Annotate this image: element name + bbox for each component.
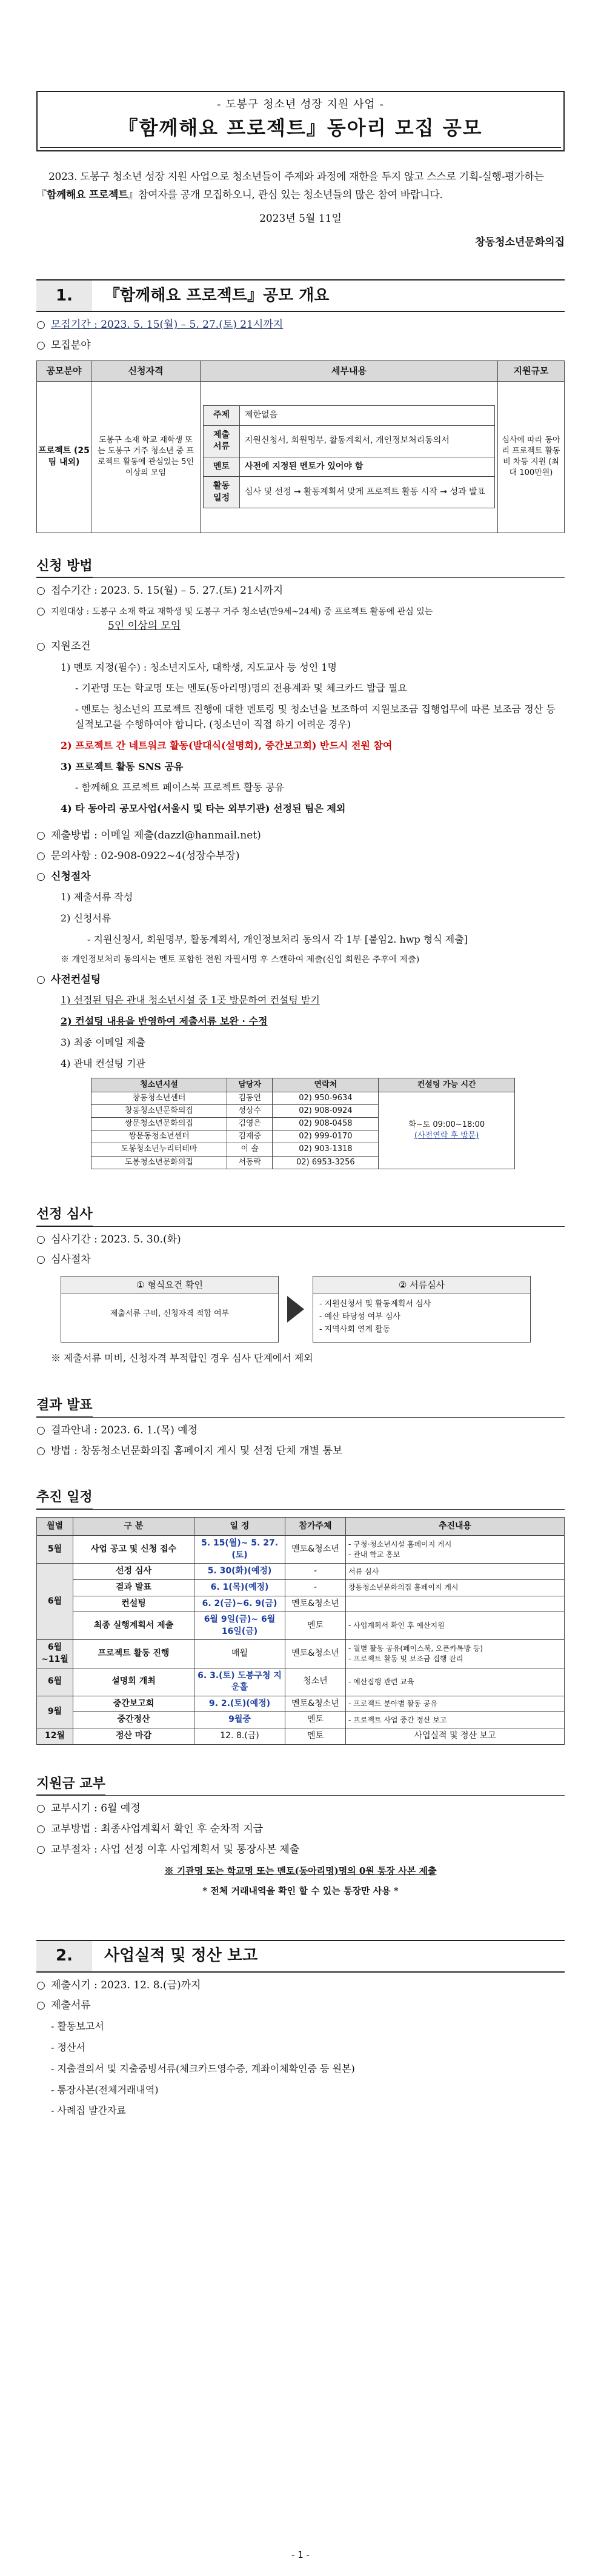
recruit-period: ○ 모집기간 : 2023. 5. 15(월) – 5. 27.(토) 21시까지 [36,318,565,333]
section1-title: 『함께해요 프로젝트』공모 개요 [104,286,330,305]
review-steps-label: ○ 심사절차 [36,1253,565,1267]
detail-value: 사전에 지정된 멘토가 있어야 함 [240,457,495,477]
condition-label: ○ 지원조건 [36,640,565,654]
organization-name: 창동청소년문화의집 [475,236,565,249]
report-doc-item: - 통장사본(전체거래내역) [51,2083,159,2096]
divider [36,1417,565,1418]
target-info: ○ 지원대상 : 도봉구 소재 학교 재학생 및 도봉구 거주 청소년(만9세~24세) 중 프로젝트 활동에 관심 있는 5인 이상의 모임 [36,605,433,632]
intro-text-b: 』참여자를 공개 모집하오니, 관심 있는 청소년들의 많은 참여 바랍니다. [128,188,443,201]
table-row: 9월 중간보고회 9. 2.(토)(예정) 멘토&청소년 - 프로젝트 분야별 활동 공유 [37,1696,565,1712]
support-procedure: ○ 교부절차 : 사업 선정 이후 사업계획서 및 통장사본 제출 [36,1843,565,1857]
circle-bullet-icon: ○ [36,1979,45,1991]
support-method: ○ 교부방법 : 최종사업계획서 확인 후 순차적 지급 [36,1822,565,1837]
consult-time-cell: 화~토 09:00~18:00 (사전연락 후 방문) [379,1092,515,1169]
schedule-heading: 추진 일정 [36,1489,93,1510]
report-doc-item: - 활동보고서 [51,2020,104,2033]
review-heading: 선정 심사 [36,1206,93,1227]
report-doc-item: - 지출결의서 및 지출증빙서류(체크카드영수증, 계좌이체확인증 등 원본) [51,2062,355,2074]
circle-bullet-icon: ○ [36,1253,45,1266]
table-header: 연락처 [273,1078,379,1092]
table-row: 12월 정산 마감 12. 8.(금) 멘토 사업실적 및 정산 보고 [37,1728,565,1744]
support-heading: 지원금 교부 [36,1775,105,1796]
intro-text-bold: 함께해요 프로젝트 [46,188,128,201]
table-cell-details [201,381,498,533]
table-header: 일 정 [194,1518,285,1536]
recruit-field-label: ○ 모집분야 [36,339,565,353]
report-doc-item: - 사례집 발간자료 [51,2105,126,2117]
review-flow [61,1276,565,1343]
details-table [203,405,495,509]
table-row: 최종 실행계획서 제출 6월 9일(금)~ 6월 16일(금) 멘토 - 사업계획서 확인 후 예산지원 [37,1612,565,1640]
page-number: - 1 - [291,2549,310,2560]
condition-3a: - 함께해요 프로젝트 페이스북 프로젝트 활동 공유 [75,782,285,794]
divider [36,1795,565,1796]
table-cell-scale: 심사에 따라 동아리 프로젝트 활동비 차등 지원 (최대 100만원) [498,381,565,533]
table-header: 청소년시설 [91,1078,227,1092]
condition-1a: - 기관명 또는 학교명 또는 멘토(동아리명)명의 전용계좌 및 체크카드 발급 필요 [75,682,407,694]
condition-3: 3) 프로젝트 활동 SNS 공유 [61,760,184,772]
consult-label: ○ 사전컨설팅 [36,973,565,988]
procedure-2: 2) 신청서류 [61,912,111,925]
report-deadline: ○ 제출시기 : 2023. 12. 8.(금)까지 [36,1979,565,1993]
circle-bullet-icon: ○ [36,605,45,618]
detail-label: 제출 서류 [204,425,240,457]
table-row: 컨설팅 6. 2(금)~6. 9(금) 멘토&청소년 [37,1596,565,1612]
section2-number: 2. [56,1947,73,1965]
submit-method: ○ 제출방법 : 이메일 제출(dazzl@hanmail.net) [36,829,565,843]
table-row: 쌍문동청소년센터 김재중 02) 999-0170 [91,1130,515,1143]
detail-value: 심사 및 선정 → 활동계획서 맞게 프로젝트 활동 시작 → 성과 발표 [240,477,495,508]
circle-bullet-icon: ○ [36,870,45,883]
pre-title: - 도봉구 청소년 성장 지원 사업 - [217,98,384,111]
condition-1: 1) 멘토 지정(필수) : 청소년지도사, 대학생, 지도교사 등 성인 1명 [61,661,337,673]
table-row: 6월 설명회 개최 6. 3.(토) 도봉구청 지운홀 청소년 - 예산집행 관련 교육 [37,1668,565,1696]
section1-number: 1. [56,286,73,305]
contact-info: ○ 문의사항 : 02-908-0922~4(성장수부장) [36,849,565,864]
consult-1: 1) 선정된 팀은 관내 청소년시설 중 1곳 방문하여 컨설팅 받기 [61,994,320,1006]
circle-bullet-icon: ○ [36,1424,45,1436]
table-row: 창동청소년센터 김동연 02) 950-9634 화~토 09:00~18:00 (사전연락 후 방문) [91,1092,515,1104]
divider [36,577,565,578]
circle-bullet-icon: ○ [36,829,45,842]
table-row: 창동청소년문화의집 성상수 02) 908-0924 [91,1104,515,1117]
circle-bullet-icon: ○ [36,973,45,986]
title-box [36,91,565,151]
circle-bullet-icon: ○ [36,1444,45,1457]
circle-bullet-icon: ○ [36,1999,45,2012]
table-cell-qualification: 도봉구 소재 학교 재학생 또는 도봉구 거주 청소년 중 프로젝트 활동에 관심있는 5인 이상의 모임 [91,381,201,533]
schedule-table [36,1517,565,1744]
table-row: 도봉청소년누리터테마 이 솔 02) 903-1318 [91,1143,515,1156]
detail-label: 멘토 [204,457,240,477]
procedure-note: ※ 개인정보처리 동의서는 멘토 포함한 전원 자필서명 후 스캔하여 제출(신입 회원은 추후에 제출) [61,954,420,964]
arrow-right-icon [287,1296,304,1323]
report-doc-item: - 정산서 [51,2042,85,2054]
table-header: 참가주체 [285,1518,346,1536]
recruit-table [36,360,565,533]
table-row: 6월~11월 프로젝트 활동 진행 매월 멘토&청소년 - 월별 활동 공유(페이스북, 오픈카톡방 등) - 프로젝트 활동 및 보조금 집행 관리 [37,1640,565,1668]
circle-bullet-icon: ○ [36,319,45,331]
receipt-period: ○ 접수기간 : 2023. 5. 15(월) – 5. 27.(토) 21시까지 [36,584,565,599]
intro-date: 2023년 5월 11일 [259,212,342,225]
table-row: 중간정산 9월중 멘토 - 프로젝트 사업 중간 정산 보고 [37,1712,565,1728]
intro-text-a: 2023. 도봉구 청소년 성장 지원 사업으로 청소년들이 주제와 과정에 재한을 두지 않고 스스로 기획-실행-평가하는 『 [36,171,544,201]
table-row: 5월 사업 공고 및 신청 접수 5. 15(월)~ 5. 27.(토) 멘토&청소년 - 구청·청소년시설 홈페이지 게시 - 관내 학교 홍보 [37,1536,565,1564]
table-row: 결과 발표 6. 1(목)(예정) - 창동청소년문화의집 홈페이지 게시 [37,1579,565,1596]
table-header: 컨설팅 가능 시간 [379,1078,515,1092]
consult-3: 3) 최종 이메일 제출 [61,1036,145,1048]
circle-bullet-icon: ○ [36,640,45,652]
section1-header [36,279,565,312]
consult-2: 2) 컨설팅 내용을 반영하여 제출서류 보완 · 수정 [61,1015,268,1027]
circle-bullet-icon: ○ [36,1843,45,1856]
support-notice-1: ※ 기관명 또는 학교명 또는 멘토(동아리명)명의 0원 통장 사본 제출 [164,1865,437,1876]
table-header: 구 분 [73,1518,194,1536]
result-method: ○ 방법 : 창동청소년문화의집 홈페이지 게시 및 선정 단체 개별 통보 [36,1444,565,1459]
circle-bullet-icon: ○ [36,1823,45,1836]
consult-4: 4) 관내 컨설팅 기관 [61,1057,145,1069]
divider [36,1509,565,1510]
procedure-1: 1) 제출서류 작성 [61,891,133,903]
circle-bullet-icon: ○ [36,585,45,597]
review-period: ○ 심사기간 : 2023. 5. 30.(화) [36,1233,565,1247]
support-notice-2: * 전체 거래내역을 확인 할 수 있는 통장만 사용 * [202,1885,399,1896]
section2-header [36,1940,565,1973]
apply-heading: 신청 방법 [36,557,93,579]
result-date: ○ 결과안내 : 2023. 6. 1.(목) 예정 [36,1424,565,1438]
section2-title: 사업실적 및 정산 보고 [104,1947,258,1965]
detail-label: 활동 일정 [204,477,240,508]
table-header: 월별 [37,1518,73,1536]
circle-bullet-icon: ○ [36,1233,45,1246]
table-cell-field: 프로젝트 (25팀 내외) [37,381,91,533]
table-header: 지원규모 [498,360,565,381]
condition-4: 4) 타 동아리 공모사업(서울시 및 타는 외부기관) 선정된 팀은 제외 [61,803,346,815]
procedure-label: ○ 신청절차 [36,870,565,885]
table-header: 공모분야 [37,360,91,381]
table-row: 6월 선정 심사 5. 30(화)(예정) - 서류 심사 [37,1564,565,1580]
table-row: 쌍문청소년문화의집 김영은 02) 908-0458 [91,1118,515,1130]
review-step-1: ① 형식요건 확인 제출서류 구비, 신청자격 적합 여부 [61,1276,279,1343]
report-docs-label: ○ 제출서류 [36,1999,565,2013]
circle-bullet-icon: ○ [36,849,45,862]
table-header: 담당자 [227,1078,272,1092]
result-heading: 결과 발표 [36,1396,93,1418]
circle-bullet-icon: ○ [36,1802,45,1815]
table-header: 세부내용 [201,360,498,381]
review-note: ※ 제출서류 미비, 신청자격 부적합인 경우 심사 단계에서 제외 [51,1352,313,1364]
detail-label: 주제 [204,405,240,425]
condition-2: 2) 프로젝트 간 네트워크 활동(발대식(설명회), 중간보고회) 반드시 전원 참여 [61,739,393,751]
intro-paragraph [36,168,565,205]
support-time: ○ 교부시기 : 6월 예정 [36,1802,565,1816]
table-header: 신청자격 [91,360,201,381]
condition-1b: - 멘토는 청소년의 프로젝트 진행에 대한 멘토링 및 청소년을 보조하여 지원보조금 집행업무에 따른 보조금 정산 등 실적보고를 수행하여야 합니다. (청소년이 직접 하기 어려운 경우) [75,703,556,731]
detail-value: 지원신청서, 회원명부, 활동계획서, 개인정보처리동의서 [240,425,495,457]
main-title: 『함께해요 프로젝트』동아리 모집 공모 [118,116,483,140]
table-header: 추진내용 [346,1518,565,1536]
procedure-2a: - 지원신청서, 회원명부, 활동계획서, 개인정보처리 동의서 각 1부 [붙임2. hwp 형식 제출] [87,934,468,946]
divider [36,1226,565,1227]
circle-bullet-icon: ○ [36,339,45,351]
review-step-2: ② 서류심사 - 지원신청서 및 활동계획서 심사 - 예산 타당성 여부 심사 - 지역사회 연계 활동 [313,1276,531,1343]
detail-value: 제한없음 [240,405,495,425]
centers-table [91,1078,515,1169]
table-row: 도봉청소년문화의집 서동락 02) 6953-3256 [91,1156,515,1169]
